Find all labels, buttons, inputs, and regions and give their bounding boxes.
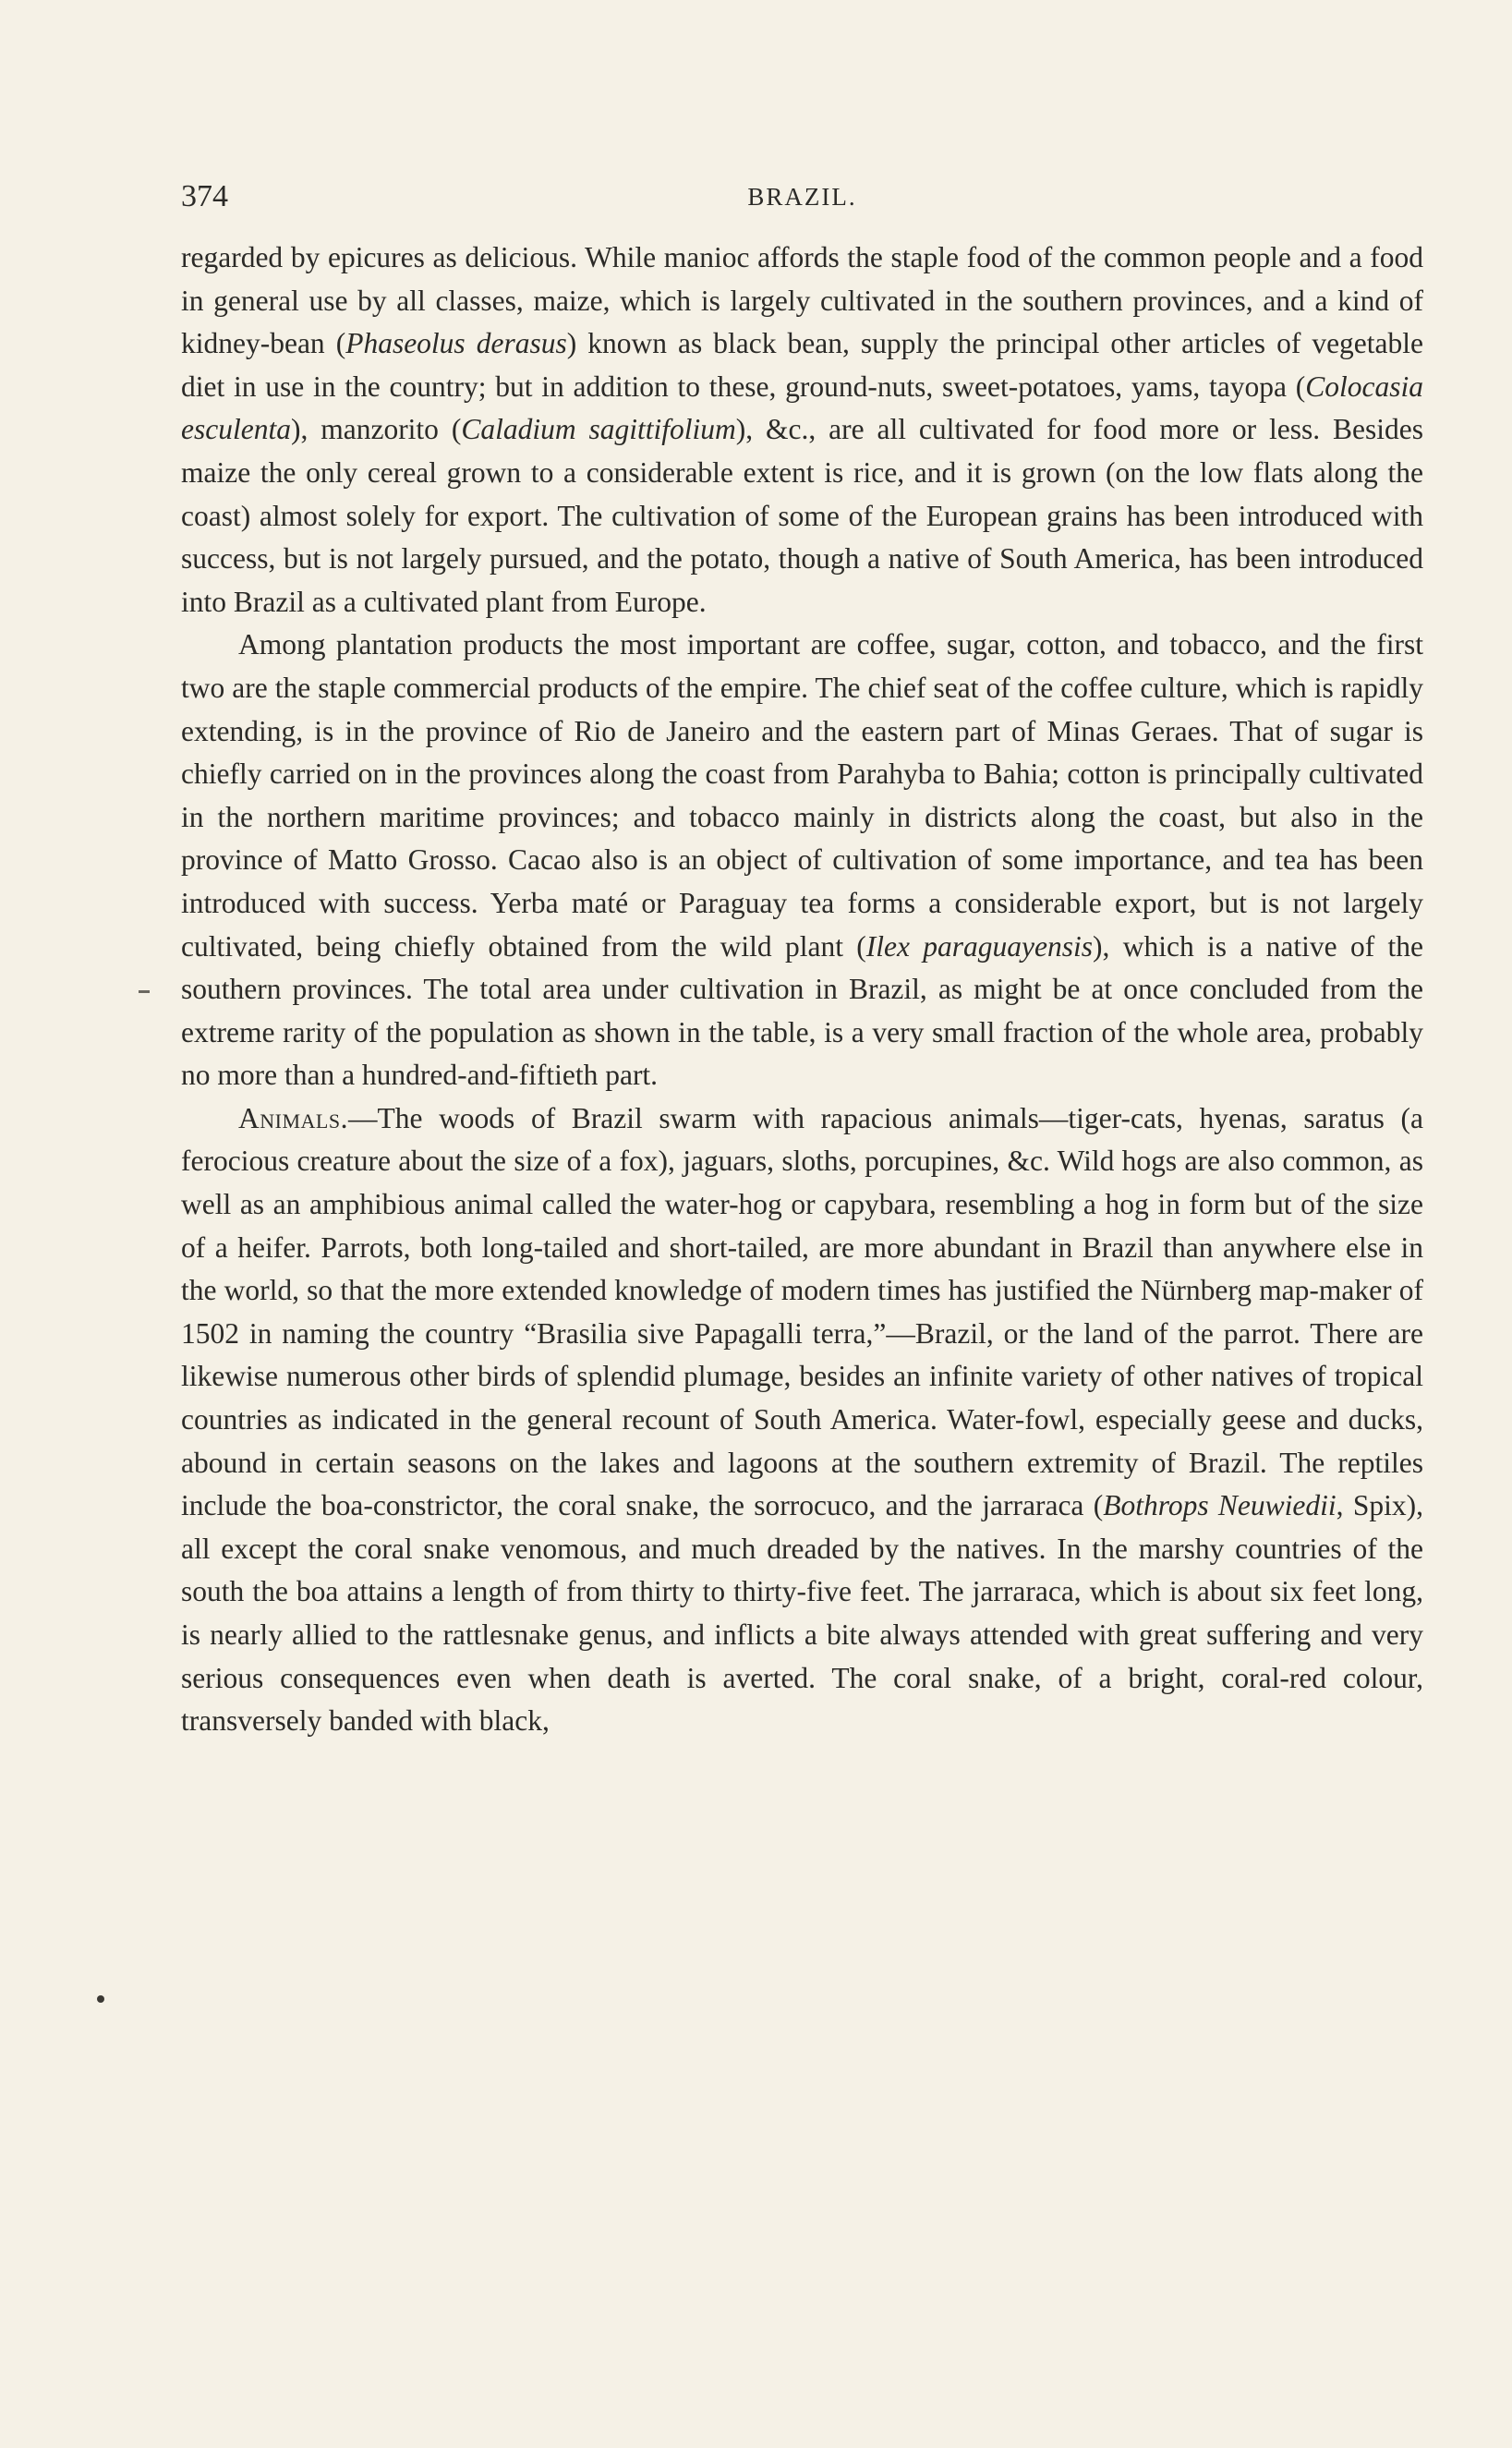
text-segment: Among plantation products the most important are coffee, sugar, cotton, and tobacco, and the first two are the staple commercial products of the empire. The chief seat of the coffee culture, which is rapidly extending, is in the province of Rio de Janeiro and the eastern part of Minas Geraes. That of sugar is chiefly carried on in the provinces along the coast from Parahyba to Bahia; cotton is principally cultivated in the northern maritime provinces; and tobacco mainly in districts along the coast, but also in the province of Matto Grosso. Cacao also is an object of cultivation of some importance, and tea has been introduced with success. Yerba maté or Paraguay tea forms a considerable export, but is not largely cultivated, being chiefly obtained from the wild plant ( [181,628,1423,963]
body-text [181,236,1423,1743]
text-segment: ), manzorito ( [290,413,462,446]
paragraph-food-crops [181,236,1423,624]
margin-mark [139,990,150,993]
text-segment: ), which is a native of the southern provinces. The total area under cultivation in Brazil, as might be at once concluded from the extreme rarity of the population as shown in the table, is a very small fraction of the whole area, probably no more than a hundred-and-fiftieth part. [181,929,1424,1092]
text-segment: ), &c., are all cultivated for food more or less. Besides maize the only cereal grown to a considerable extent is rice, and it is grown (on the low flats along the coast) almost solely for export. The cultivation of some of the European grains has been introduced with success, but is not largely pursued, and the potato, though a native of South America, has been introduced into Brazil as a cultivated plant from Europe. [181,413,1424,618]
text-segment: , Spix), all except the coral snake venomous, and much dreaded by the natives. In the marshy countries of the south the boa attains a length of from thirty to thirty-five feet. The jarraraca, which is about six feet long, is nearly allied to the rattlesnake genus, and inflicts a bite always attended with great suffering and very serious consequences even when death is averted. The coral snake, of a bright, coral-red colour, transversely banded with black, [181,1489,1423,1738]
species-name: Caladium sagittifolium [461,413,736,446]
page-number: 374 [181,179,228,213]
species-name: Ilex paraguayensis [865,929,1094,963]
text-segment: —The woods of Brazil swarm with rapacious animals—tiger-cats, hyenas, saratus (a ferocious creature about the size of a fox), jaguars, sloths, porcupines, &c. Wild hogs are also common, as well as an amphibious animal called the water-hog or capybara, resembling a hog in form but of the size of a heifer. Parrots, both long-tailed and short-tailed, are more abundant in Brazil than anywhere else in the world, so that the more extended knowledge of modern times has justified the Nürnberg map-maker of 1502 in naming the country “Brasilia sive Papagalli terra,”—Brazil, or the land of the parrot. There are likewise numerous other birds of splendid plumage, besides an infinite variety of other natives of tropical countries as indicated in the general recount of South America. Water-fowl, especially geese and ducks, abound in certain seasons on the lakes and lagoons at the southern extremity of Brazil. The reptiles include the boa-constrictor, the coral snake, the sorrocuco, and the jarraraca ( [181,1101,1423,1522]
text-segment: ) known as black bean, supply the principal other articles of vegetable diet in use in the country; but in addition to these, ground-nuts, sweet-potatoes, yams, tayopa ( [181,327,1424,403]
species-name: Phaseolus derasus [345,327,567,360]
text-segment: regarded by epicures as delicious. While manioc affords the staple food of the common people and a food in general use by all classes, maize, which is largely cultivated in the southern provinces, and a kind of kidney-bean ( [181,241,1423,360]
section-heading-animals: Animals. [238,1101,348,1134]
margin-dot [97,1995,104,2003]
running-head [181,174,1423,220]
running-title: BRAZIL. [747,183,857,211]
species-name: Bothrops Neuwiedii [1103,1489,1337,1522]
book-page [181,174,1423,1743]
paragraph-plantation-products [181,624,1423,1097]
species-name: Colocasia esculenta [181,370,1423,446]
paragraph-animals [181,1097,1423,1743]
